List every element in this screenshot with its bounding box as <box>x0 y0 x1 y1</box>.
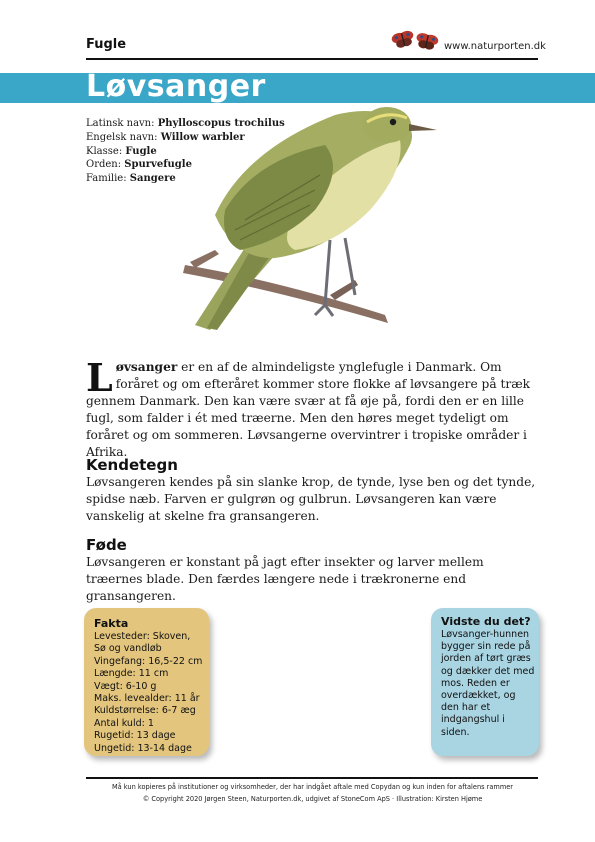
fakta-line: Kuldstørrelse: 6-7 æg <box>94 705 196 717</box>
fakta-line: Ungetid: 13-14 dage <box>94 742 192 754</box>
section-text-kendetegn: Løvsangeren kendes på sin slanke krop, de tynde, lyse ben og det tynde, spidse næb. Farven er gulgrøn og gulbrun. Løvsangeren kan være vanskelig at skelne fra gransangeren. <box>86 475 536 523</box>
taxonomy-label: Klasse: <box>86 145 123 157</box>
fakta-line: Længde: 11 cm <box>94 668 169 680</box>
footer-divider <box>86 777 538 779</box>
taxonomy-label: Latinsk navn: <box>86 118 155 129</box>
drop-cap: L <box>86 355 113 400</box>
fakta-line: Vægt: 6-10 g <box>94 680 157 692</box>
section-heading-kendetegn: Kendetegn <box>86 456 178 474</box>
fakta-line: Maks. levealder: 11 år <box>94 693 200 705</box>
footer-copyright: © Copyright 2020 Jørgen Steen, Naturporten.dk, udgivet af StoneCom ApS · Illustration: Kirsten Hjøme <box>142 795 483 803</box>
taxonomy-label: Familie: <box>86 173 127 185</box>
taxonomy-value: Sangere <box>129 173 176 185</box>
vidste-text: Løvsanger-hunnen bygger sin rede på jorden af tørt græs og dækker det med mos. Reden er overdækket, og den har et indgangshul i siden. <box>441 629 535 738</box>
bird-illustration <box>155 90 445 340</box>
intro-text: er en af de almindeligste ynglefugle i Danmark. Om foråret og om efteråret kommer store flokke af løvsangere på træk gennem Danmark. Den kan være svær at få øje på, fordi den er en lille fugl, som falder i ét med træerne. Men den høres meget tydeligt om foråret og om sommeren. Løvsangerne overvintrer i tropiske områder i Afrika. <box>86 360 531 459</box>
section-heading-fode: Føde <box>86 536 127 554</box>
category-label: Fugle <box>86 37 127 52</box>
taxonomy-value: Willow warbler <box>160 131 245 143</box>
butterfly-logo-icon <box>385 25 443 55</box>
fakta-line: Vingefang: 16,5-22 cm <box>94 655 203 667</box>
page-title: Løvsanger <box>86 69 266 104</box>
vidste-title: Vidste du det? <box>441 615 531 628</box>
intro-paragraph <box>86 355 538 461</box>
intro-bold: øvsanger <box>115 360 178 374</box>
fakta-line: Antal kuld: 1 <box>94 717 154 729</box>
taxonomy-value: Spurvefugle <box>124 159 192 171</box>
header-divider <box>86 58 538 60</box>
fakta-line: Levesteder: Skoven, <box>94 631 191 642</box>
taxonomy-label: Orden: <box>86 159 122 171</box>
taxonomy-label: Engelsk navn: <box>86 131 158 143</box>
fakta-line: Sø og vandløb <box>94 643 162 655</box>
footer-copy-notice: Må kun kopieres på institutioner og virksomheder, der har indgået aftale med Copydan og kun inden for aftalens rammer <box>111 783 514 791</box>
fakta-line: Rugetid: 13 dage <box>94 730 176 742</box>
taxonomy-value: Phylloscopus trochilus <box>157 118 285 129</box>
site-url: www.naturporten.dk <box>444 41 546 52</box>
section-text-fode: Løvsangeren er konstant på jagt efter insekter og larver mellem træernes blade. Den færdes længere nede i trækronerne end gransangeren. <box>86 555 484 603</box>
fakta-title: Fakta <box>94 617 129 630</box>
fakta-list <box>94 631 209 755</box>
taxonomy-value: Fugle <box>125 145 157 157</box>
